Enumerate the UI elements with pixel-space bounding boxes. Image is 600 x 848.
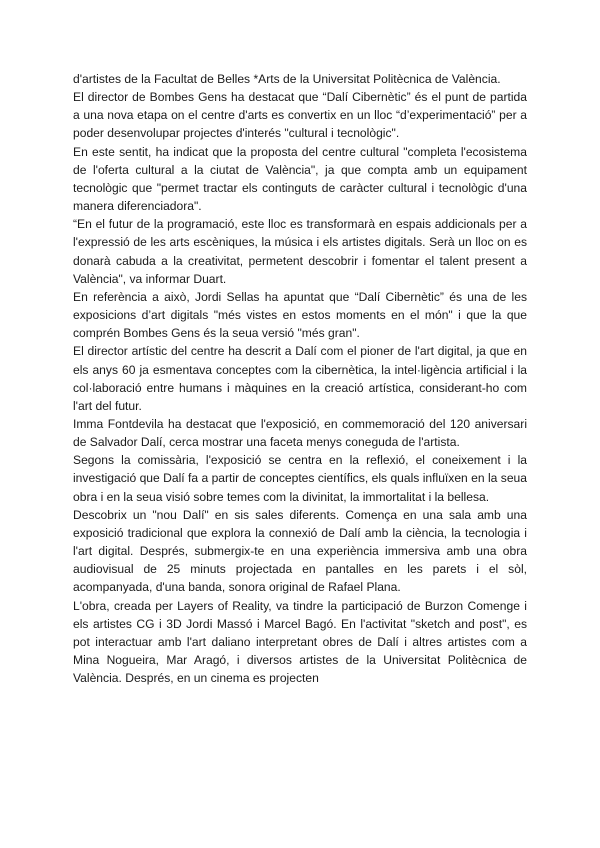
paragraph: Descobrix un "nou Dalí" en sis sales diferents. Comença en una sala amb una exposició tradicional que explora la connexió de Dalí amb la ciència, la tecnologia i l'art digital. Després, submergix-te en una experiència immersiva amb una obra audiovisual de 25 minuts projectada en pantalles en les parets i el sòl, acompanyada, d'una banda, sonora original de Rafael Plana. — [73, 507, 527, 595]
paragraph: En referència a això, Jordi Sellas ha apuntat que “Dalí Cibernètic” és una de les exposicions d’art digitals "més vistes en estos moments en el món" i que la que comprén Bombes Gens és la seua versió "més gran". — [73, 289, 527, 341]
paragraph: Imma Fontdevila ha destacat que l'exposició, en commemoració del 120 aniversari de Salvador Dalí, cerca mostrar una faceta menys coneguda de l'artista. — [73, 416, 527, 450]
paragraph: En este sentit, ha indicat que la proposta del centre cultural "completa l'ecosistema de l'oferta cultural a la ciutat de València", ja que compta amb un equipament tecnològic que "permet tractar els continguts de caràcter cultural i tecnològic d'una manera diferenciadora". — [73, 144, 527, 214]
paragraph: El director de Bombes Gens ha destacat que “Dalí Cibernètic” és el punt de partida a una nova etapa on el centre d'arts es convertix en un lloc “d’experimentació” per a poder desenvolupar projectes d'interés "cultural i tecnològic". — [73, 90, 527, 141]
document-body — [73, 70, 527, 687]
paragraph: El director artístic del centre ha descrit a Dalí com el pioner de l'art digital, ja que en els anys 60 ja esmentava conceptes com la cibernètica, la intel·ligència artificial i la col·laboració entre humans i màquines en la creació artística, considerant-ho com l'art del futur. — [73, 344, 527, 413]
paragraph: Segons la comissària, l'exposició se centra en la reflexió, el coneixement i la investigació que Dalí fa a partir de conceptes científics, els quals influïxen en la seua obra i en la seua visió sobre temes com la divinitat, la immortalitat i la bellesa. — [73, 453, 527, 504]
paragraph: “En el futur de la programació, este lloc es transformarà en espais addicionals per a l'expressió de les arts escèniques, la música i els artistes digitals. Serà un lloc on es donarà cabuda a la creativitat, permetent descobrir i fomentar el talent present a València", va informar Duart. — [73, 217, 527, 286]
paragraph: L'obra, creada per Layers of Reality, va tindre la participació de Burzon Comenge i els artistes CG i 3D Jordi Massó i Marcel Bagó. En l'activitat "sketch and post", es pot interactuar amb l'art daliano interpretant obres de Dalí i altres artistes com a Mina Nogueira, Mar Aragó, i diversos artistes de la Universitat Politècnica de València. Després, en un cinema es projecten — [73, 598, 527, 686]
paragraph: d'artistes de la Facultat de Belles *Arts de la Universitat Politècnica de València. — [73, 72, 501, 86]
